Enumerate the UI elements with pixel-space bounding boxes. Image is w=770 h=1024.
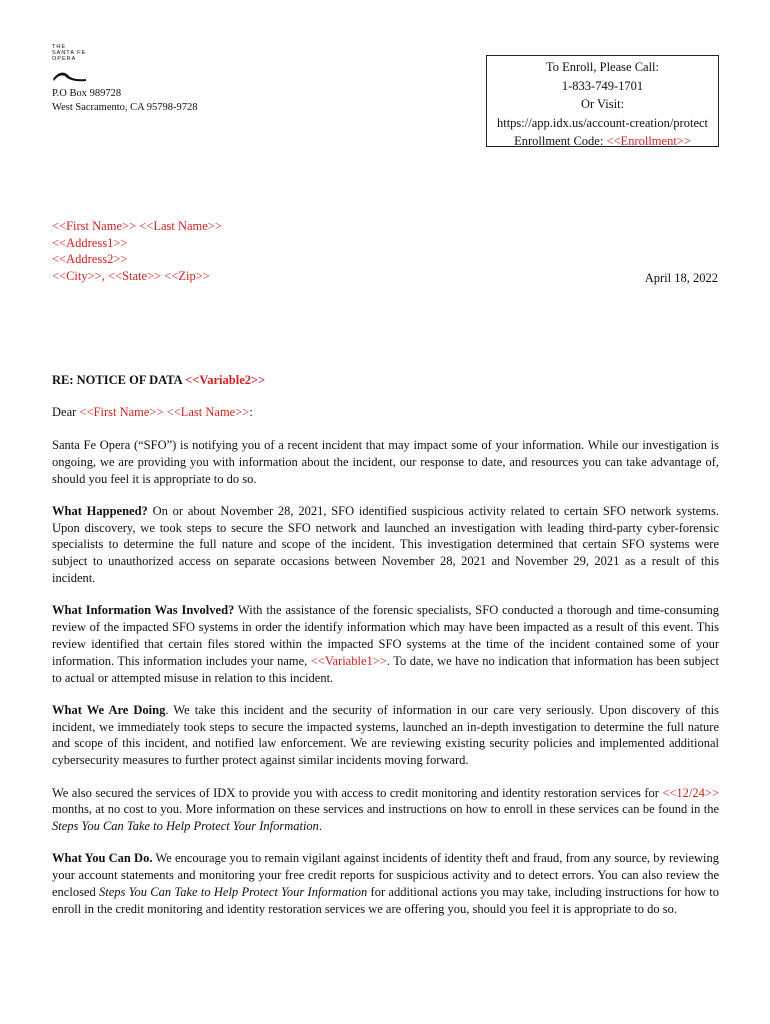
what-you-can-do-text-end: for additional actions you may take, including instructions for how to enroll in the credit monitoring and identity restoration services we are offering you, should you feel it is appropriate to do so. <box>52 885 720 916</box>
information-variable: <<Variable1>> <box>310 653 387 668</box>
what-you-can-do-heading: What You Can Do. <box>52 851 153 866</box>
logo-swoosh-icon <box>52 69 88 83</box>
subject-line <box>52 373 265 388</box>
idx-services-text: We also secured the services of IDX to provide you with access to credit monitoring and identity restoration services for <box>52 785 663 800</box>
logo-line: THE <box>52 44 66 50</box>
what-you-can-do-text: We encourage you to remain vigilant against incidents of identity theft and fraud, from any source, by reviewing your account statements and monitoring your free credit reports for suspicious activity and to detect errors. You can also review the enclosed <box>52 851 719 900</box>
enroll-url-link[interactable]: https://app.idx.us/account-creation/protect <box>496 115 709 130</box>
logo-wordmark <box>52 44 92 63</box>
information-involved-paragraph <box>52 602 719 686</box>
recipient-address2: <<Address2>> <box>52 252 128 266</box>
what-you-can-do-paragraph <box>52 850 719 917</box>
recipient-name: <<First Name>> <<Last Name>> <box>52 219 222 233</box>
return-address-line1: P.O Box 989728 <box>52 88 122 99</box>
what-we-are-doing-paragraph <box>52 702 719 769</box>
what-we-are-doing-text: . We take this incident and the security of information in our care very seriously. Upon discovery of this incident, we immediately took steps to secure the impacted systems, launched an in-depth investigation to determine the full nature and scope of this incident, and notified law enforcement. We are reviewing existing security policies and implemented additional cybersecurity measures to further protect against similar incidents moving forward. <box>52 702 719 768</box>
what-happened-heading: What Happened? <box>52 503 148 518</box>
information-involved-text-end: . To date, we have no indication that information has been subject to actual or attempted misuse in relation to this incident. <box>52 653 719 685</box>
what-you-can-do-steps-reference: Steps You Can Take to Help Protect Your Information <box>99 885 368 900</box>
information-involved-text: With the assistance of the forensic specialists, SFO conducted a thorough and time-consuming review of the impacted SFO systems in order the identify information which may have been impacted as a result of this event. This review identified that certain files stored within the impacted SFO systems at the time of the incident contained some of your information. This information includes your name, <box>52 603 719 668</box>
recipient-address1: <<Address1>> <box>52 235 128 250</box>
letter-body <box>52 437 719 933</box>
enroll-phone[interactable]: 1-833-749-1701 <box>561 78 644 93</box>
return-address <box>52 87 198 115</box>
return-address-line2: West Sacramento, CA 95798-9728 <box>52 102 198 113</box>
intro-paragraph: Santa Fe Opera (“SFO”) is notifying you of a recent incident that may impact some of your information. While our investigation is ongoing, we are providing you with information about the incident, our response to date, and resources you can take advantage of, should you feel it is appropriate to do so. <box>52 438 719 486</box>
subject-variable: <<Variable2>> <box>185 373 266 387</box>
logo-line: SANTA FE <box>52 50 87 57</box>
salutation-colon: : <box>249 405 253 419</box>
enroll-visit-label: Or Visit: <box>580 97 625 111</box>
enrollment-box <box>486 55 719 147</box>
recipient-address <box>52 218 222 284</box>
enrollment-code <box>487 132 718 151</box>
enroll-instruction: To Enroll, Please Call: <box>546 60 659 74</box>
salutation-dear: Dear <box>52 405 80 419</box>
what-happened-paragraph <box>52 503 719 587</box>
idx-services-text-mid: months, at no cost to you. More information on these services and instructions on how to enroll in these services can be found in the <box>52 802 719 817</box>
what-we-are-doing-heading: What We Are Doing <box>52 702 166 717</box>
subject-label: RE: NOTICE OF DATA <box>52 373 186 387</box>
salutation-name: <<First Name>> <<Last Name>> <box>79 405 250 419</box>
salutation <box>52 405 253 420</box>
santa-fe-opera-logo <box>52 44 92 83</box>
idx-months-variable: <<12/24>> <box>662 785 719 800</box>
information-involved-heading: What Information Was Involved? <box>52 603 235 618</box>
logo-line: OPERA <box>52 56 77 63</box>
enrollment-code-label: Enrollment Code: <box>514 134 607 148</box>
idx-services-text-end: . <box>318 819 323 834</box>
idx-services-paragraph <box>52 785 719 835</box>
idx-steps-reference: Steps You Can Take to Help Protect Your Information <box>52 819 319 834</box>
letter-date: April 18, 2022 <box>644 271 718 285</box>
recipient-city-state-zip: <<City>>, <<State>> <<Zip>> <box>52 268 210 283</box>
enrollment-code-value: <<Enrollment>> <box>606 134 691 148</box>
what-happened-text: On or about November 28, 2021, SFO identified suspicious activity related to certain SFO network systems. Upon discovery, we took steps to secure the SFO network and launched an investigation with leading third-party cyber-forensic specialists to determine the full nature and scope of the incident. This investigation determined that certain SFO systems were subject to unauthorized access on separate occasions between November 28, 2021 and November 29, 2021 as a result of this incident. <box>52 503 719 586</box>
